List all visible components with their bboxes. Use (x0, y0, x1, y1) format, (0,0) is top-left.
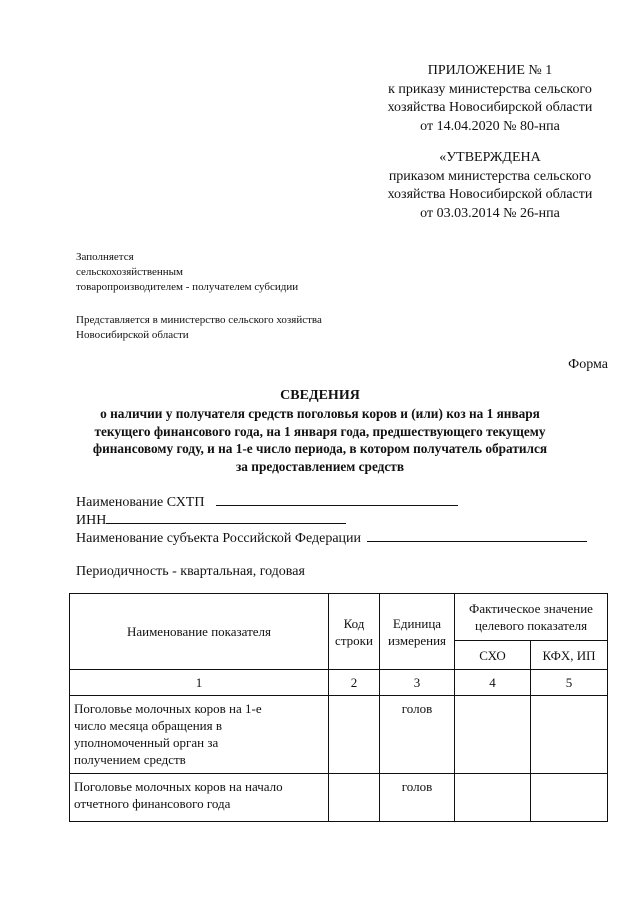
header-code-line: Код (343, 615, 365, 631)
approved-line: хозяйства Новосибирской области (387, 187, 593, 202)
row-unit: голов (380, 696, 455, 774)
row-kfh-cell[interactable] (531, 774, 608, 822)
approved-date: от 03.03.2014 № 26-нпа (420, 205, 560, 221)
header-unit-line: Единица (392, 615, 442, 631)
row-indicator-line: Поголовье молочных коров на начало (74, 779, 283, 794)
header-actual-line: Фактическое значение (469, 601, 593, 616)
row-indicator-line: число месяца обращения в (74, 718, 222, 733)
fill-note-line: сельскохозяйственным (76, 266, 183, 278)
subtitle-line: финансовому году, и на 1-е число периода, в котором получатель обратился (92, 441, 548, 456)
header-kfh: КФХ, ИП (531, 641, 608, 670)
appendix-line: хозяйства Новосибирской области (387, 100, 593, 115)
submit-note (76, 313, 322, 343)
row-indicator-line: отчетного финансового года (74, 796, 231, 811)
header-code (329, 594, 380, 670)
fill-note-line: товаропроизводителем - получателем субсидии (76, 281, 299, 293)
field-region-label: Наименование субъекта Российской Федерации (76, 531, 362, 546)
approved-block (350, 149, 630, 223)
appendix-title: ПРИЛОЖЕНИЕ № 1 (427, 63, 553, 78)
periodicity: Периодичность - квартальная, годовая (76, 564, 305, 579)
column-number: 1 (70, 670, 329, 696)
field-region-line[interactable] (367, 527, 587, 542)
row-code-cell[interactable] (329, 696, 380, 774)
subtitle-line: за предоставлением средств (235, 458, 405, 474)
submit-note-line: Представляется в министерство сельского хозяйства (76, 314, 322, 326)
fill-note (76, 250, 298, 295)
row-kfh-cell[interactable] (531, 696, 608, 774)
row-indicator-line: получением средств (74, 752, 186, 767)
header-indicator: Наименование показателя (70, 594, 329, 670)
row-indicator-line: уполномоченный орган за (74, 735, 219, 750)
subtitle-line: о наличии у получателя средств поголовья коров и (или) коз на 1 января (100, 406, 540, 421)
column-number: 5 (531, 670, 608, 696)
approved-title: «УТВЕРЖДЕНА (439, 150, 541, 165)
field-inn-label: ИНН (76, 513, 107, 528)
row-sxo-cell[interactable] (455, 774, 531, 822)
fill-note-line: Заполняется (76, 251, 134, 263)
form-label: Форма (568, 357, 608, 372)
header-actual (455, 594, 608, 641)
column-number: 3 (380, 670, 455, 696)
document-subtitle (68, 405, 572, 475)
subtitle-line: текущего финансового года, на 1 января года, предшествующего текущему (94, 423, 546, 439)
header-code-line: строки (335, 632, 373, 648)
approved-line: приказом министерства сельского (388, 168, 592, 184)
column-number: 2 (329, 670, 380, 696)
submit-note-line: Новосибирской области (76, 329, 189, 341)
field-name-line[interactable] (216, 491, 458, 506)
table-row (70, 774, 608, 822)
row-sxo-cell[interactable] (455, 696, 531, 774)
column-number: 4 (455, 670, 531, 696)
appendix-date: от 14.04.2020 № 80-нпа (420, 118, 560, 134)
header-sxo: СХО (455, 641, 531, 670)
appendix-block (350, 62, 630, 136)
row-indicator (70, 774, 329, 822)
row-indicator-line: Поголовье молочных коров на 1-е (74, 701, 262, 716)
data-table (69, 593, 608, 822)
header-unit-line: измерения (387, 632, 447, 648)
row-code-cell[interactable] (329, 774, 380, 822)
row-indicator (70, 696, 329, 774)
field-inn-line[interactable] (106, 509, 346, 524)
row-unit: голов (380, 774, 455, 822)
table-row (70, 696, 608, 774)
document-title: СВЕДЕНИЯ (280, 388, 360, 403)
field-name-label: Наименование СХТП (76, 495, 205, 510)
appendix-line: к приказу министерства сельского (388, 81, 592, 97)
header-unit (380, 594, 455, 670)
field-region-row (76, 527, 587, 548)
header-actual-line: целевого показателя (474, 618, 588, 633)
